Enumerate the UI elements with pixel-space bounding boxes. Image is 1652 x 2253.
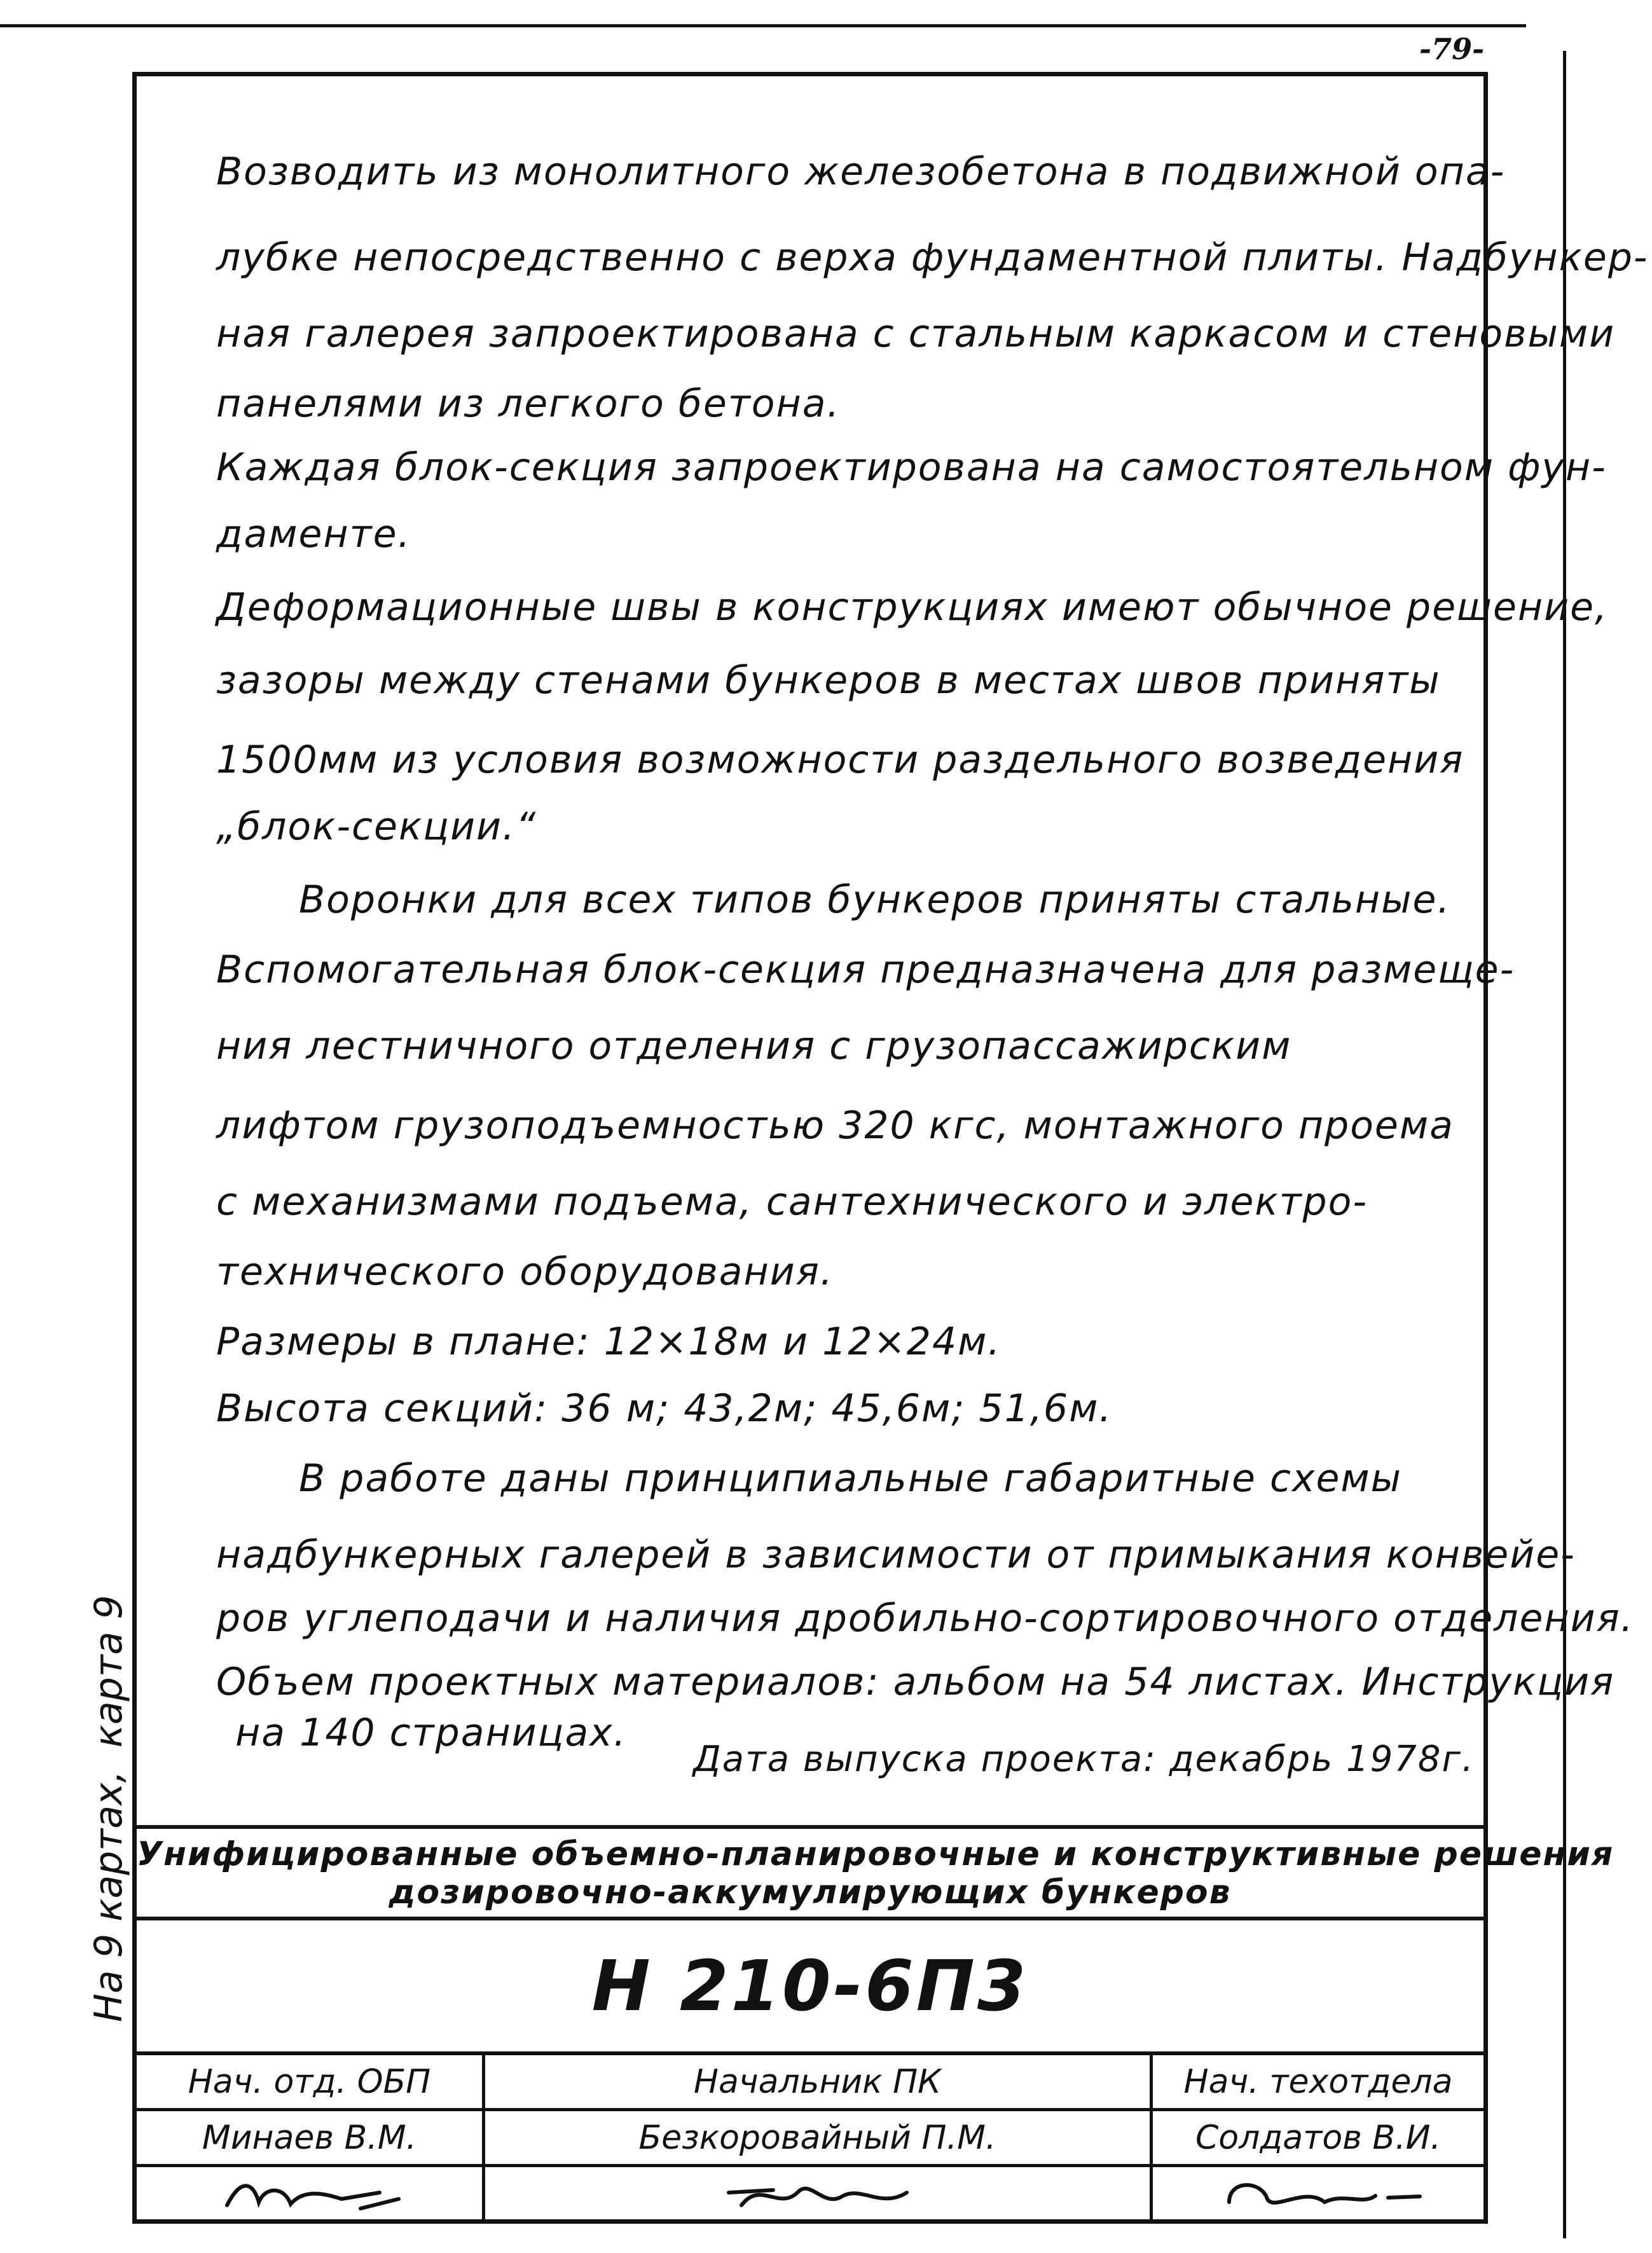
title-block-heading	[137, 1825, 1614, 1920]
body-line: панелями из легкого бетона.	[216, 382, 841, 426]
body-line: 1500мм из условия возможности раздельного возведения	[216, 738, 1464, 782]
body-line: Каждая блок-секция запроектирована на самостоятельном фун-	[216, 445, 1607, 490]
body-line: лубке непосредственно с верха фундаментной плиты. Надбункер-	[216, 235, 1649, 280]
name-right: Солдатов В.И.	[1153, 2111, 1483, 2167]
body-line: даменте.	[216, 512, 411, 556]
body-line: Возводить из монолитного железобетона в подвижной опа-	[216, 149, 1506, 194]
side-note	[86, 1450, 137, 2022]
body-line: Вспомогательная блок-секция предназначена для размеще-	[216, 947, 1515, 992]
body-line: на 140 страницах.	[235, 1711, 627, 1755]
body-line: „блок-секции.“	[216, 804, 537, 849]
body-line: ния лестничного отделения с грузопассажирским	[216, 1024, 1292, 1068]
document-code: Н 210-6П3	[591, 1945, 1029, 2027]
side-note-card: карта 9	[86, 1595, 131, 1748]
signature-right-mark	[1204, 2174, 1433, 2218]
body-line: технического оборудования.	[216, 1250, 834, 1294]
title-block-signatures	[137, 2055, 1483, 2224]
signature-center-mark	[716, 2174, 919, 2218]
body-line: надбункерных галерей в зависимости от примыкания конвейе-	[216, 1533, 1576, 1577]
signature-left	[137, 2167, 485, 2224]
top-border-line	[0, 24, 1526, 27]
right-border-line	[1563, 51, 1566, 2238]
body-line: Размеры в плане: 12×18м и 12×24м.	[216, 1319, 1002, 1364]
title-line-1: Унифицированные объемно-планировочные и конструктивные решения	[137, 1835, 1614, 1873]
release-date: Дата выпуска проекта: декабрь 1978г.	[693, 1739, 1475, 1780]
signature-center	[485, 2167, 1153, 2224]
body-line: Деформационные швы в конструкциях имеют обычное решение,	[216, 585, 1609, 630]
body-line: Воронки для всех типов бункеров приняты стальные.	[299, 878, 1451, 922]
body-line: с механизмами подъема, сантехнического и электро-	[216, 1180, 1368, 1224]
page-number: -79-	[1419, 32, 1485, 66]
side-note-count: На 9 картах,	[86, 1770, 131, 2022]
name-center: Безкоровайный П.М.	[485, 2111, 1153, 2167]
body-line: Высота секций: 36 м; 43,2м; 45,6м; 51,6м.	[216, 1386, 1113, 1431]
signature-right	[1153, 2167, 1483, 2224]
signature-left-mark	[214, 2174, 405, 2218]
role-right: Нач. техотдела	[1153, 2055, 1483, 2111]
body-line: Объем проектных материалов: альбом на 54 листах. Инструкция	[216, 1660, 1615, 1704]
body-line: ная галерея запроектирована с стальным каркасом и стеновыми	[216, 312, 1616, 356]
title-block-code	[137, 1920, 1483, 2055]
role-center: Начальник ПК	[485, 2055, 1153, 2111]
title-line-2: дозировочно-аккумулирующих бункеров	[389, 1873, 1232, 1912]
name-left: Минаев В.М.	[137, 2111, 485, 2167]
body-line: зазоры между стенами бункеров в местах швов приняты	[216, 658, 1441, 703]
body-line: ров углеподачи и наличия дробильно-сортировочного отделения.	[216, 1596, 1634, 1641]
body-line: лифтом грузоподъемностью 320 кгс, монтажного проема	[216, 1103, 1454, 1148]
role-left: Нач. отд. ОБП	[137, 2055, 485, 2111]
body-line: В работе даны принципиальные габаритные схемы	[299, 1456, 1403, 1501]
